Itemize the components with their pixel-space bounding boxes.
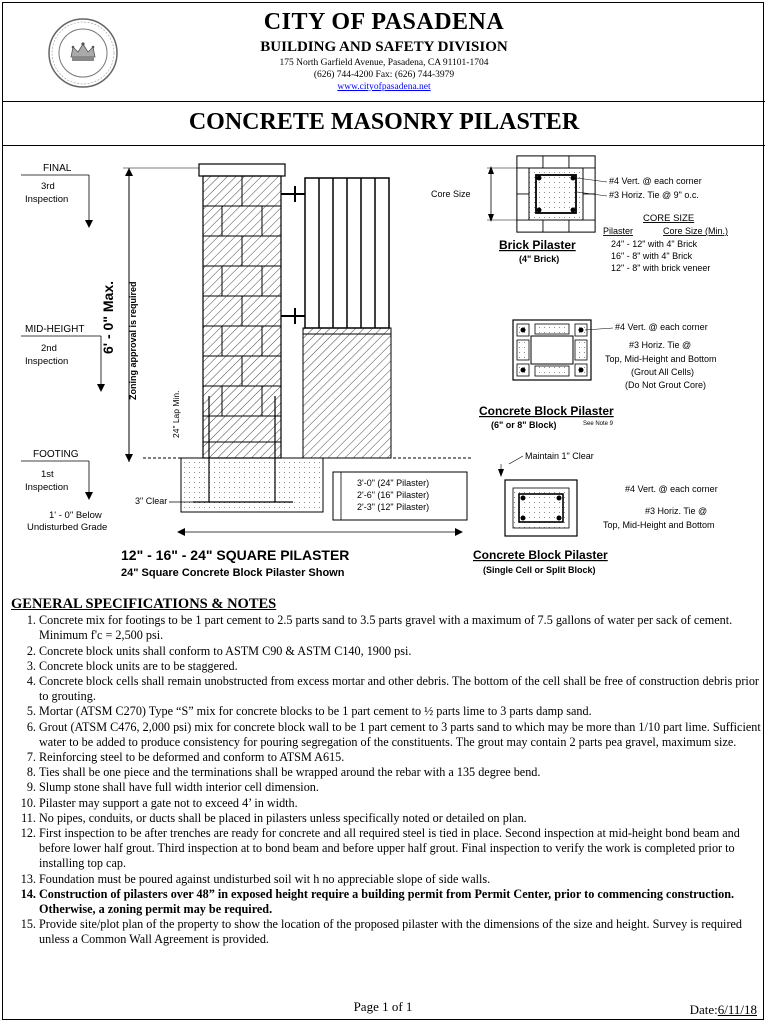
- final-inspection-label: [21, 163, 93, 228]
- single-subcaption: (Single Cell or Split Block): [483, 565, 596, 575]
- svg-text:3" Clear: 3" Clear: [135, 496, 168, 506]
- brick-vert-note: #4 Vert. @ each corner: [609, 176, 702, 186]
- drawing-canvas: [3, 146, 765, 592]
- svg-text:(Grout All Cells): (Grout All Cells): [631, 367, 695, 377]
- block-vert-note: #4 Vert. @ each corner: [615, 322, 708, 332]
- spec-item-permit: 14. Construction of pilasters over 48” in exposed height require a building permit from Permit Center, prior to commencing construction. Otherwise, a zoning permit may be required.: [39, 887, 761, 917]
- svg-text:16" - 8" with 4" Brick: 16" - 8" with 4" Brick: [611, 251, 693, 261]
- svg-text:#3 Horiz. Tie @: #3 Horiz. Tie @: [645, 506, 708, 516]
- spec-item: 10. Pilaster may support a gate not to exceed 4’ in width.: [39, 796, 761, 811]
- footing-width-dimension: [177, 528, 463, 536]
- svg-text:(Do Not Grout Core): (Do Not Grout Core): [625, 380, 707, 390]
- svg-text:Core Size (Min.): Core Size (Min.): [663, 226, 729, 236]
- spec-item: 1. Concrete mix for footings to be 1 part cement to 2.5 parts sand to 3.5 parts gravel with a maximum of 7.5 gallons of water per sack of cement. Minimum f'c = 2,500 psi.: [39, 613, 761, 643]
- svg-text:12" - 8" with brick veneer: 12" - 8" with brick veneer: [611, 263, 711, 273]
- main-caption: 12" - 16" - 24" SQUARE PILASTER: [121, 547, 350, 563]
- svg-text:FOOTING: FOOTING: [33, 449, 79, 460]
- svg-text:24" - 12" with 4" Brick: 24" - 12" with 4" Brick: [611, 239, 698, 249]
- spec-item: 13. Foundation must be poured against undisturbed soil wit h no appreciable slope of side walls.: [39, 872, 761, 887]
- street-address: 175 North Garfield Avenue, Pasadena, CA 91101-1704: [279, 58, 489, 68]
- svg-text:1st: 1st: [41, 469, 54, 480]
- page-number: Page 1 of 1: [353, 999, 413, 1014]
- letterhead: [3, 3, 765, 102]
- svg-text:Top, Mid-Height and Bottom: Top, Mid-Height and Bottom: [603, 520, 715, 530]
- main-subcaption: 24" Square Concrete Block Pilaster Shown: [121, 567, 345, 579]
- svg-text:MID-HEIGHT: MID-HEIGHT: [25, 324, 85, 335]
- svg-text:CORE SIZE: CORE SIZE: [643, 213, 695, 224]
- svg-text:2'-6" (16" Pilaster): 2'-6" (16" Pilaster): [357, 490, 430, 500]
- spec-item: 6. Grout (ATSM C476, 2,000 psi) mix for concrete block wall to be 1 part cement to 3 parts sand to which may be more than 1/10 part lime. Sufficient water to be added to produce consistency for pouring segregation of the constituents. The grout may contain 2 parts pea gravel, maximum size.: [39, 720, 761, 750]
- svg-text:3'-0" (24" Pilaster): 3'-0" (24" Pilaster): [357, 478, 430, 488]
- spec-item: 15. Provide site/plot plan of the property to show the location of the proposed pilaster with the dimensions of the size and height. Survey is required unless a Common Wall Agreement is provided.: [39, 917, 761, 947]
- svg-text:Inspection: Inspection: [25, 482, 69, 493]
- mid-height-inspection-label: [21, 324, 105, 392]
- spec-item: 4. Concrete block cells shall remain unobstructed from excess mortar and other debris. The bottom of the cell shall be free of construction debris prior to grouting.: [39, 674, 761, 704]
- spec-item: 3. Concrete block units are to be staggered.: [39, 659, 761, 674]
- brick-horiz-note: #3 Horiz. Tie @ 9" o.c.: [609, 190, 699, 200]
- svg-text:3rd: 3rd: [41, 181, 55, 192]
- brick-caption: Brick Pilaster: [499, 238, 576, 252]
- block-horiz-note: [605, 340, 717, 390]
- svg-text:#3 Horiz. Tie @: #3 Horiz. Tie @: [629, 340, 692, 350]
- single-horiz-note: [603, 506, 715, 530]
- single-caption: Concrete Block Pilaster: [473, 548, 608, 562]
- svg-text:FINAL: FINAL: [43, 163, 72, 174]
- pilaster-elevation: [143, 164, 473, 512]
- title-bar: [3, 101, 765, 146]
- spec-item: 12. First inspection to be after trenches are ready for concrete and all required steel is tied in place. Second inspection at mid-height bond beam and before lower half grout. Third inspection at to bond beam and before upper half grout. Final inspection to verify the work is completed prior to installing top cap.: [39, 826, 761, 872]
- spec-item: 2. Concrete block units shall conform to ASTM C90 & ASTM C140, 1900 psi.: [39, 644, 761, 659]
- website-link[interactable]: www.cityofpasadena.net: [337, 82, 431, 92]
- block-subcaption: (6" or 8" Block): [491, 420, 557, 430]
- city-name: CITY OF PASADENA: [263, 9, 505, 35]
- footing-inspection-label: [21, 449, 93, 500]
- svg-text:2'-3" (12" Pilaster): 2'-3" (12" Pilaster): [357, 502, 430, 512]
- brick-subcaption: (4" Brick): [519, 254, 560, 264]
- svg-text:2nd: 2nd: [41, 343, 57, 354]
- below-grade-label: [27, 510, 107, 533]
- pilaster-drawing: [3, 146, 765, 592]
- lap-min-label: 24" Lap Min.: [171, 390, 181, 438]
- document-title: CONCRETE MASONRY PILASTER: [188, 109, 580, 135]
- footing-size-box: [333, 472, 467, 520]
- spec-item: 5. Mortar (ATSM C270) Type “S” mix for concrete blocks to be 1 part cement to ½ parts lime to 3 parts damp sand.: [39, 704, 761, 719]
- phone-fax: (626) 744-4200 Fax: (626) 744-3979: [313, 70, 455, 80]
- core-size-table: [603, 213, 728, 273]
- specifications-section: [11, 597, 761, 948]
- specifications-heading: GENERAL SPECIFICATIONS & NOTES: [11, 596, 277, 612]
- svg-text:Undisturbed Grade: Undisturbed Grade: [27, 522, 108, 533]
- division-name: BUILDING AND SAFETY DIVISION: [260, 39, 508, 55]
- single-cell-plan: [498, 451, 594, 536]
- svg-text:1' - 0" Below: 1' - 0" Below: [49, 510, 102, 521]
- spec-item: 11. No pipes, conduits, or ducts shall be placed in pilasters unless specifically noted or detailed on plan.: [39, 811, 761, 826]
- svg-text:Inspection: Inspection: [25, 356, 69, 367]
- max-height-dimension: [100, 168, 199, 462]
- specifications-list: [11, 613, 761, 947]
- revision-date: Date:6/11/18: [689, 1002, 757, 1017]
- spec-item: 8. Ties shall be one piece and the terminations shall be wrapped around the rebar with a 135 degree bend.: [39, 765, 761, 780]
- see-note-label: See Note 9: [583, 421, 614, 427]
- svg-text:6' - 0" Max.: 6' - 0" Max.: [100, 281, 116, 354]
- svg-text:Inspection: Inspection: [25, 194, 69, 205]
- svg-text:Zoning approval is required: Zoning approval is required: [128, 281, 138, 400]
- brick-pilaster-plan: [431, 156, 595, 232]
- single-vert-note: #4 Vert. @ each corner: [625, 484, 718, 494]
- core-size-label: Core Size: [431, 189, 471, 199]
- block-caption: Concrete Block Pilaster: [479, 404, 614, 418]
- svg-text:Top, Mid-Height and Bottom: Top, Mid-Height and Bottom: [605, 354, 717, 364]
- page-frame: [2, 2, 764, 1020]
- block-pilaster-plan: [513, 320, 591, 380]
- spec-item: 7. Reinforcing steel to be deformed and conform to ATSM A615.: [39, 750, 761, 765]
- svg-text:Maintain 1" Clear: Maintain 1" Clear: [525, 451, 594, 461]
- svg-text:Pilaster: Pilaster: [603, 226, 634, 236]
- spec-item: 9. Slump stone shall have full width interior cell dimension.: [39, 780, 761, 795]
